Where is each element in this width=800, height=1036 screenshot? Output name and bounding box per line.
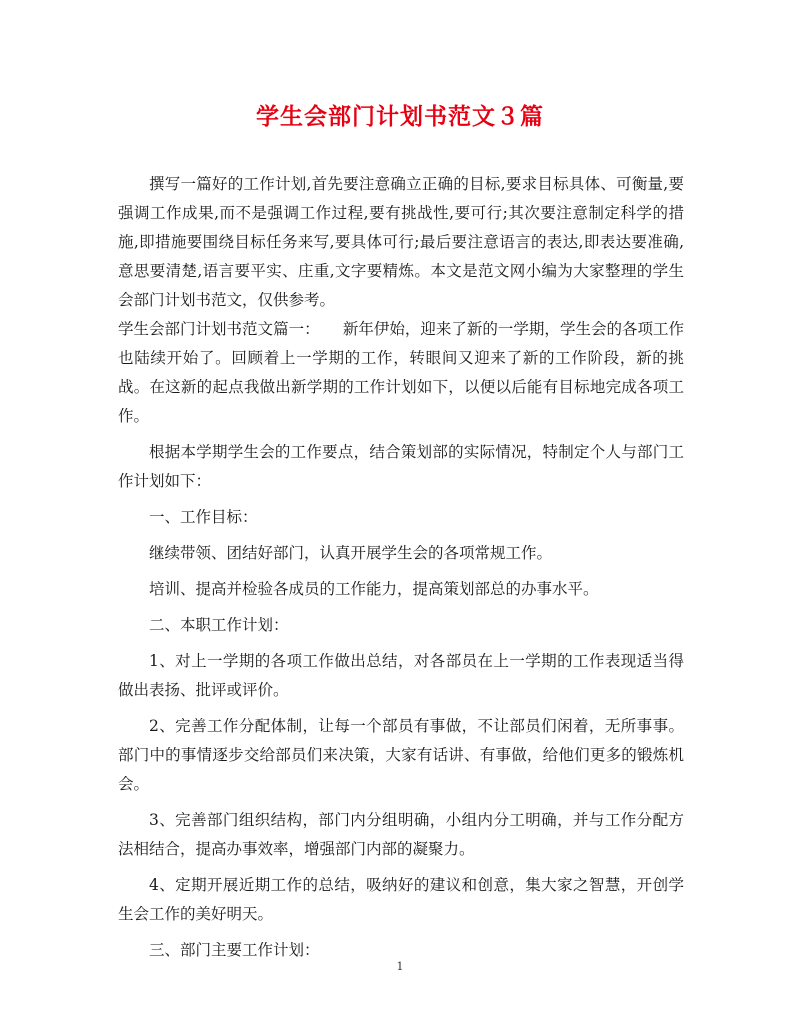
page-number: 1 (396, 960, 404, 973)
goal-item-2: 培训、提高并检验各成员的工作能力，提高策划部总的办事水平。 (149, 580, 599, 598)
duty-item-2: 2、完善工作分配体制，让每一个部员有事做，不让部员们闲着，无所事事。部门中的事情逐步交给部员们来决策，大家有话讲、有事做，给他们更多的锻炼机会。 (118, 717, 684, 793)
duty-item-4: 4、定期开展近期工作的总结，吸纳好的建议和创意，集大家之智慧，开创学生会工作的美好明天。 (118, 876, 684, 923)
heading-duty-plan: 二、本职工作计划： (149, 616, 289, 634)
heading-work-goals: 一、工作目标： (149, 508, 258, 526)
intro-paragraph: 撰写一篇好的工作计划,首先要注意确立正确的目标,要求目标具体、可衡量,要强调工作成果,而不是强调工作过程,要有挑战性,要可行;其次要注意制定科学的措施,即措施要围绕目标任务来写,要具体可行;最后要注意语言的表达,即表达要准确,意思要清楚,语言要平实、庄重,文字要精炼。本文是范文网小编为大家整理的学生会部门计划书范文，仅供参考。 (118, 175, 684, 309)
duty-item-3: 3、完善部门组织结构，部门内分组明确，小组内分工明确，并与工作分配方法相结合，提高办事效率，增强部门内部的凝聚力。 (118, 811, 684, 858)
duty-item-1: 1、对上一学期的各项工作做出总结，对各部员在上一学期的工作表现适当得做出表扬、批评或评价。 (118, 652, 684, 699)
plan-basis-paragraph: 根据本学期学生会的工作要点，结合策划部的实际情况，特制定个人与部门工作计划如下： (118, 443, 684, 490)
document-body (118, 170, 684, 965)
heading-main-plan: 三、部门主要工作计划： (149, 941, 320, 959)
goal-item-1: 继续带领、团结好部门，认真开展学生会的各项常规工作。 (149, 544, 553, 562)
document-title: 学生会部门计划书范文３篇 (256, 103, 544, 130)
section-one-paragraph: 学生会部门计划书范文篇一： 新年伊始，迎来了新的一学期，学生会的各项工作也陆续开始了。回顾着上一学期的工作，转眼间又迎来了新的工作阶段，新的挑战。在这新的起点我做出新学期的工作计划如下，以便以后能有目标地完成各项工作。 (118, 320, 684, 425)
